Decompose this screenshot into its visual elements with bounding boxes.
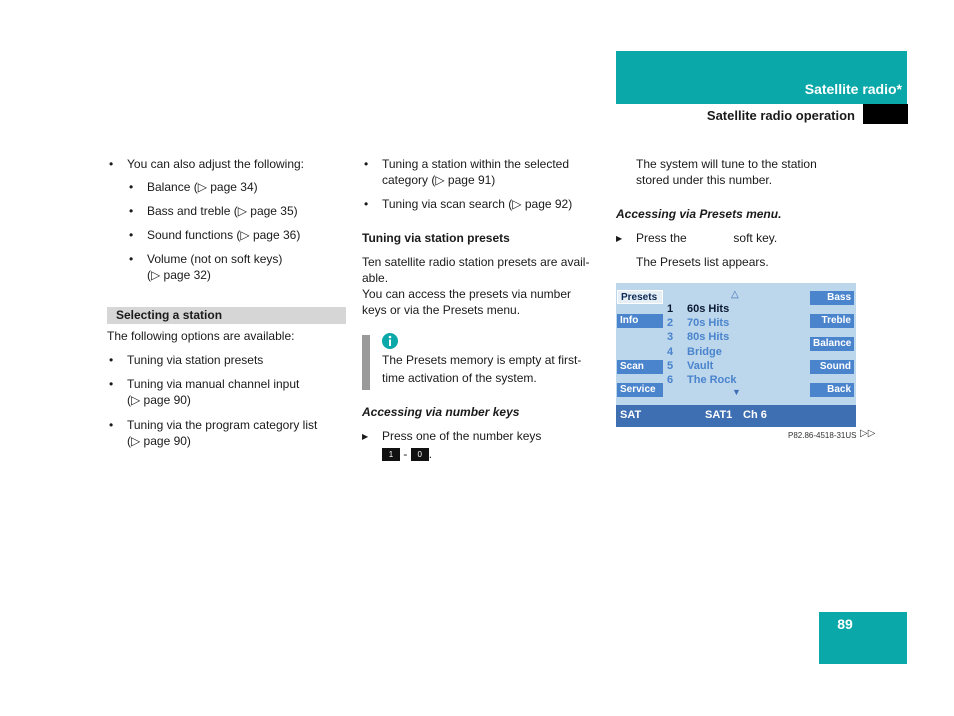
sub-heading: Accessing via number keys [362, 405, 520, 419]
status-channel: Ch 6 [743, 409, 767, 421]
status-bar [616, 405, 856, 427]
section-title-bar [107, 307, 346, 324]
list-item: • Volume (not on soft keys) [107, 251, 352, 267]
list-item[interactable]: 2 70s Hits [667, 317, 730, 329]
list-item: • Balance (▷ page 34) [107, 179, 352, 195]
key-separator: - [403, 447, 408, 461]
status-band-name: SAT1 [705, 409, 733, 421]
page-reference: (▷ page 32) [147, 268, 211, 282]
treble-softkey[interactable]: Treble [810, 314, 854, 328]
column-1 [107, 156, 352, 283]
figure-code: P82.86-4518-31US [788, 431, 857, 440]
list-item[interactable]: 1 60s Hits [667, 303, 730, 315]
list-item: • You can also adjust the following: [107, 156, 352, 172]
number-keys-block [362, 404, 612, 462]
list-item[interactable]: 5 Vault [667, 360, 714, 372]
list-item: • Bass and treble (▷ page 35) [107, 203, 352, 219]
info-box-bar [362, 335, 370, 390]
page-reference: (▷ page 90) [127, 393, 191, 407]
paragraph-line: Ten satellite radio station presets are avail- [362, 255, 590, 269]
chapter-title: Satellite radio* [804, 81, 902, 97]
sub-heading: Accessing via Presets menu. [616, 207, 782, 221]
options-block [107, 328, 352, 449]
section-title: Selecting a station [116, 308, 223, 322]
balance-softkey[interactable]: Balance [810, 337, 854, 351]
step-text: soft key. [733, 231, 778, 245]
number-key-0: 0 [411, 448, 429, 461]
sound-softkey[interactable]: Sound [810, 360, 854, 374]
list-item: • Tuning via station presets [107, 352, 352, 368]
info-icon [382, 333, 398, 349]
info-note [382, 352, 612, 386]
list-item: • Tuning a station within the selected [362, 156, 612, 172]
info-softkey[interactable]: Info [617, 314, 663, 328]
list-item: • Tuning via scan search (▷ page 92) [362, 196, 612, 212]
paragraph-line: You can access the presets via number [362, 287, 572, 301]
heading: Tuning via station presets [362, 231, 510, 245]
back-softkey[interactable]: Back [810, 383, 854, 397]
service-softkey[interactable]: Service [617, 383, 663, 397]
scroll-down-icon[interactable]: ▼ [732, 387, 741, 397]
list-item: • Tuning via manual channel input [107, 376, 352, 392]
scan-softkey[interactable]: Scan [617, 360, 663, 374]
column-2 [362, 156, 612, 318]
presets-screen [616, 283, 856, 427]
list-item[interactable]: 4 Bridge [667, 346, 722, 358]
paragraph-line: keys or via the Presets menu. [362, 303, 521, 317]
options-intro: The following options are available: [107, 329, 295, 343]
list-item[interactable]: 3 80s Hits [667, 331, 730, 343]
page-reference: (▷ page 90) [127, 434, 191, 448]
section-subtitle: Satellite radio operation [706, 108, 855, 123]
key-range: 1 - 0 . [362, 446, 612, 462]
paragraph-line: stored under this number. [636, 173, 773, 187]
header-marker [863, 104, 908, 124]
scroll-up-icon[interactable]: △ [731, 289, 739, 300]
column-3 [616, 156, 856, 270]
status-band: SAT [620, 409, 642, 421]
paragraph-line: able. [362, 271, 389, 285]
page-number: 89 [837, 616, 853, 632]
presets-softkey[interactable]: Presets [617, 290, 663, 304]
instruction-step: ▶ Press one of the number keys [362, 428, 612, 444]
list-item: • Sound functions (▷ page 36) [107, 227, 352, 243]
list-item-cont: category (▷ page 91) [382, 173, 496, 187]
bass-softkey[interactable]: Bass [810, 291, 854, 305]
paragraph-line: The system will tune to the station [636, 157, 817, 171]
list-item: • Tuning via the program category list [107, 417, 352, 433]
list-item[interactable]: 6 The Rock [667, 374, 737, 386]
info-line: The Presets memory is empty at first- [382, 353, 582, 367]
step-text: Press the [636, 231, 687, 245]
instruction-step [616, 230, 856, 246]
number-key-1: 1 [382, 448, 400, 461]
continue-icon: ▷▷ [860, 428, 876, 439]
result-text: The Presets list appears. [636, 255, 769, 269]
info-line: time activation of the system. [382, 371, 537, 385]
